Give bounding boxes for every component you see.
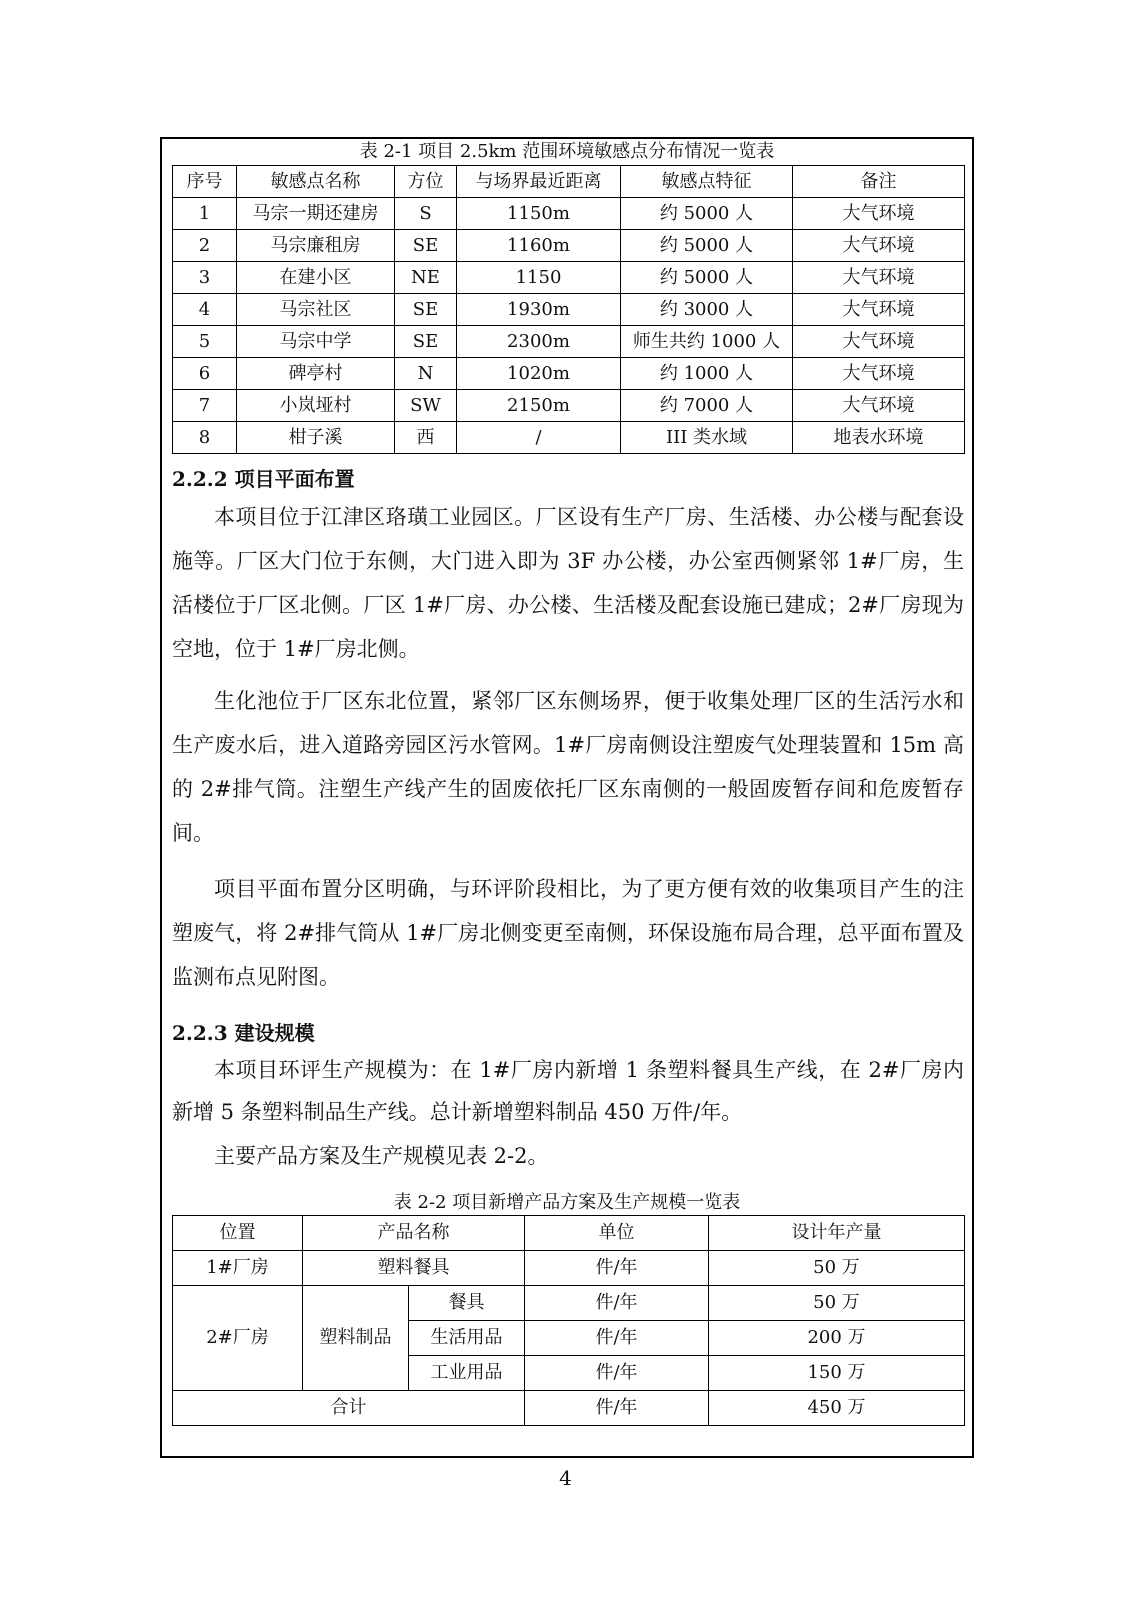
col-header-distance: 与场界最近距离 [457,166,621,198]
col-header-feature: 敏感点特征 [621,166,793,198]
cell: 约 5000 人 [621,262,793,294]
table1-caption: 表 2-1 项目 2.5km 范围环境敏感点分布情况一览表 [359,141,775,162]
cell: 塑料制品 [303,1286,409,1391]
col-header-unit: 单位 [525,1216,709,1251]
cell: 大气环境 [793,198,965,230]
cell: 1020m [457,358,621,390]
paragraph-layout-2: 生化池位于厂区东北位置，紧邻厂区东侧场界，便于收集处理厂区的生活污水和生产废水后，进入道路旁园区污水管网。1#厂房南侧设注塑废气处理装置和 15m 高的 2#排气筒。注塑生产线产生的固废依托厂区东南侧的一般固废暂存间和危废暂存间。 [172,689,964,845]
cell: 师生共约 1000 人 [621,326,793,358]
col-header-location: 位置 [173,1216,303,1251]
paragraph-scale-2: 主要产品方案及生产规模见表 2-2。 [214,1144,549,1168]
cell: 马宗社区 [237,294,395,326]
cell: 件/年 [525,1286,709,1321]
cell: 50 万 [709,1286,965,1321]
table-header-row [173,166,965,198]
sensitive-points-table [172,165,965,454]
col-header-index: 序号 [173,166,237,198]
cell: 约 3000 人 [621,294,793,326]
cell: 生活用品 [409,1321,525,1356]
cell: 大气环境 [793,230,965,262]
cell: 柑子溪 [237,422,395,454]
cell: 1 [173,198,237,230]
section-heading-scale: 2.2.3 建设规模 [172,1021,315,1045]
paragraph-layout-3: 项目平面布置分区明确，与环评阶段相比，为了更方便有效的收集项目产生的注塑废气，将 2#排气筒从 1#厂房北侧变更至南侧，环保设施布局合理，总平面布置及监测布点见附图。 [172,877,964,989]
table-row [173,198,965,230]
table-row [173,294,965,326]
table-total-row [173,1391,965,1426]
cell: 2 [173,230,237,262]
cell: SW [395,390,457,422]
table-row [173,390,965,422]
cell: 餐具 [409,1286,525,1321]
cell: 小岚垭村 [237,390,395,422]
cell: 4 [173,294,237,326]
cell: 工业用品 [409,1356,525,1391]
cell: 塑料餐具 [303,1251,525,1286]
col-header-output: 设计年产量 [709,1216,965,1251]
cell: 1930m [457,294,621,326]
paragraph-scale-1: 本项目环评生产规模为：在 1#厂房内新增 1 条塑料餐具生产线，在 2#厂房内新增 5 条塑料制品生产线。总计新增塑料制品 450 万件/年。 [172,1058,964,1124]
section-heading-layout: 2.2.2 项目平面布置 [172,467,355,491]
table-row [173,422,965,454]
cell: 件/年 [525,1356,709,1391]
table2-caption: 表 2-2 项目新增产品方案及生产规模一览表 [393,1192,741,1213]
cell: 大气环境 [793,262,965,294]
cell: 1150 [457,262,621,294]
cell: 大气环境 [793,294,965,326]
cell: N [395,358,457,390]
cell: III 类水域 [621,422,793,454]
cell: S [395,198,457,230]
cell: 约 7000 人 [621,390,793,422]
table-row [173,262,965,294]
col-header-product: 产品名称 [303,1216,525,1251]
cell: 7 [173,390,237,422]
cell: SE [395,326,457,358]
cell: 8 [173,422,237,454]
cell: 合计 [173,1391,525,1426]
paragraph-layout-1: 本项目位于江津区珞璜工业园区。厂区设有生产厂房、生活楼、办公楼与配套设施等。厂区大门位于东侧，大门进入即为 3F 办公楼，办公室西侧紧邻 1#厂房，生活楼位于厂区北侧。厂区 1#厂房、办公楼、生活楼及配套设施已建成；2#厂房现为空地，位于 1#厂房北侧。 [172,505,964,661]
page-number: 4 [559,1466,572,1490]
content-frame [160,137,974,1458]
cell: 200 万 [709,1321,965,1356]
cell: 2300m [457,326,621,358]
table-header-row [173,1216,965,1251]
cell: SE [395,294,457,326]
table-row [173,1286,965,1321]
cell: 1150m [457,198,621,230]
cell: 马宗一期还建房 [237,198,395,230]
cell: 2#厂房 [173,1286,303,1391]
cell: 地表水环境 [793,422,965,454]
cell: 约 5000 人 [621,230,793,262]
cell: 3 [173,262,237,294]
cell: 1#厂房 [173,1251,303,1286]
table-row [173,358,965,390]
cell: 6 [173,358,237,390]
cell: 约 5000 人 [621,198,793,230]
table-row [173,230,965,262]
cell: 2150m [457,390,621,422]
col-header-note: 备注 [793,166,965,198]
cell: 1160m [457,230,621,262]
cell: 大气环境 [793,358,965,390]
col-header-direction: 方位 [395,166,457,198]
cell: 在建小区 [237,262,395,294]
cell: 件/年 [525,1391,709,1426]
product-scale-table [172,1215,965,1426]
cell: 碑亭村 [237,358,395,390]
table-row [173,1251,965,1286]
col-header-name: 敏感点名称 [237,166,395,198]
cell: 5 [173,326,237,358]
cell: / [457,422,621,454]
cell: 西 [395,422,457,454]
cell: 件/年 [525,1321,709,1356]
cell: 件/年 [525,1251,709,1286]
cell: 马宗廉租房 [237,230,395,262]
cell: 马宗中学 [237,326,395,358]
cell: 50 万 [709,1251,965,1286]
cell: 150 万 [709,1356,965,1391]
cell: 约 1000 人 [621,358,793,390]
cell: NE [395,262,457,294]
cell: 大气环境 [793,390,965,422]
table-row [173,326,965,358]
cell: SE [395,230,457,262]
cell: 大气环境 [793,326,965,358]
cell: 450 万 [709,1391,965,1426]
